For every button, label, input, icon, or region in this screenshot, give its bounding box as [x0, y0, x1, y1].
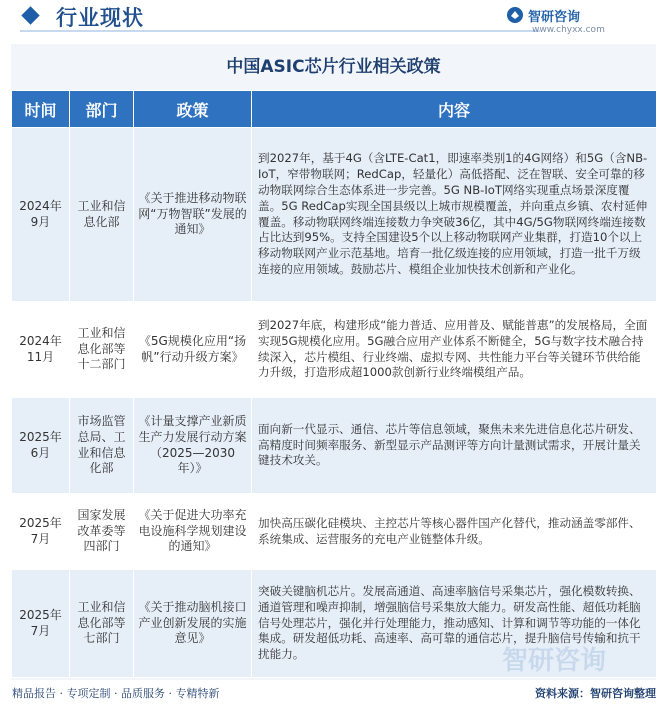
table-caption: 中国ASIC芯片行业相关政策: [226, 57, 441, 77]
section-title: 行业现状: [56, 6, 144, 30]
brand-url[interactable]: www.chyxx.com: [532, 25, 605, 35]
cell-time: 2025年7月: [12, 570, 70, 678]
footer: [0, 680, 666, 707]
cell-department: 市场监管总局、工业和信息化部: [70, 398, 134, 494]
cell-time: 2024年9月: [12, 128, 70, 302]
column-header-time: 时间: [12, 91, 70, 128]
brand-name: 智研咨询: [528, 10, 581, 25]
footer-tagline: 精品报告 · 专项定制 · 品质服务 · 专精特新: [12, 687, 220, 700]
column-header-content: 内容: [252, 91, 657, 128]
cell-content: 突破关键脑机芯片。发展高通道、高速率脑信号采集芯片，强化模数转换、通道管理和噪声抑制，增强脑信号采集放大能力。研发高性能、超低功耗脑信号处理芯片，强化并行处理能力，推动感知、计算和调节等功能的一体化集成。研发超低功耗、高速率、高可靠的通信芯片，提升脑信号传输和抗干扰能力。: [252, 570, 657, 678]
cell-content: 到2027年底，构建形成“能力普适、应用普及、赋能普惠”的发展格局，全面实现5G规模化应用。5G融合应用产业体系不断健全，5G与数字技术融合持续深入，芯片模组、行业终端、虚拟专网、共性能力平台等关键环节供给能力升级，打造形成超1000款创新行业终端模组产品。: [252, 302, 657, 398]
cell-policy: 《计量支撑产业新质生产力发展行动方案（2025—2030年）》: [134, 398, 252, 494]
policy-table: [11, 90, 657, 678]
cell-content: 面向新一代显示、通信、芯片等信息领域，聚焦未来先进信息化芯片研发、高精度时间频率服务、新型显示产品测评等方向计量测试需求，开展计量关键技术攻关。: [252, 398, 657, 494]
watermark: 智研咨询: [501, 646, 606, 676]
cell-department: 国家发展改革委等四部门: [70, 494, 134, 570]
column-header-policy: 政策: [134, 91, 252, 128]
table-row: [12, 398, 657, 494]
brand-logo-icon: [506, 6, 524, 24]
cell-time: 2024年11月: [12, 302, 70, 398]
cell-department: 工业和信息化部等七部门: [70, 570, 134, 678]
diamond-icon: [21, 6, 39, 24]
cell-policy: 《关于促进大功率充电设施科学规划建设的通知》: [134, 494, 252, 570]
table-row: [12, 128, 657, 302]
cell-time: 2025年7月: [12, 494, 70, 570]
table-header-row: [12, 91, 657, 128]
table-row: [12, 494, 657, 570]
cell-time: 2025年6月: [12, 398, 70, 494]
column-header-department: 部门: [70, 91, 134, 128]
cell-policy: 《5G规模化应用“扬帆”行动升级方案》: [134, 302, 252, 398]
footer-source: 资料来源：智研咨询整理: [535, 687, 656, 700]
cell-department: 工业和信息化部: [70, 128, 134, 302]
cell-department: 工业和信息化部等十二部门: [70, 302, 134, 398]
table-row: [12, 302, 657, 398]
cell-policy: 《关于推进移动物联网“万物智联”发展的通知》: [134, 128, 252, 302]
cell-content: 到2027年，基于4G（含LTE-Cat1，即速率类别1的4G网络）和5G（含NB-IoT，窄带物联网；RedCap，轻量化）高低搭配、泛在智联、安全可靠的移动物联网综合生态体系进一步完善。5G NB-IoT网络实现重点场景深度覆盖。5G RedCap实现全国县级以上城市规模覆盖，并向重点乡镇、农村延伸覆盖。移动物联网终端连接数力争突破36亿，其中4G/5G物联网终端连接数占比达到95%。支持全国建设5个以上移动物联网产业集群，打造10个以上移动物联网产业示范基地。培育一批亿级连接的应用领域，打造一批千万级连接的应用领域。鼓励芯片、模组企业加快技术创新和产业化。: [252, 128, 657, 302]
cell-content: 加快高压碳化硅模块、主控芯片等核心器件国产化替代，推动涵盖零部件、系统集成、运营服务的充电产业链整体升级。: [252, 494, 657, 570]
cell-policy: 《关于推动脑机接口产业创新发展的实施意见》: [134, 570, 252, 678]
header-divider: [20, 30, 540, 32]
brand-logo[interactable]: [506, 4, 656, 40]
